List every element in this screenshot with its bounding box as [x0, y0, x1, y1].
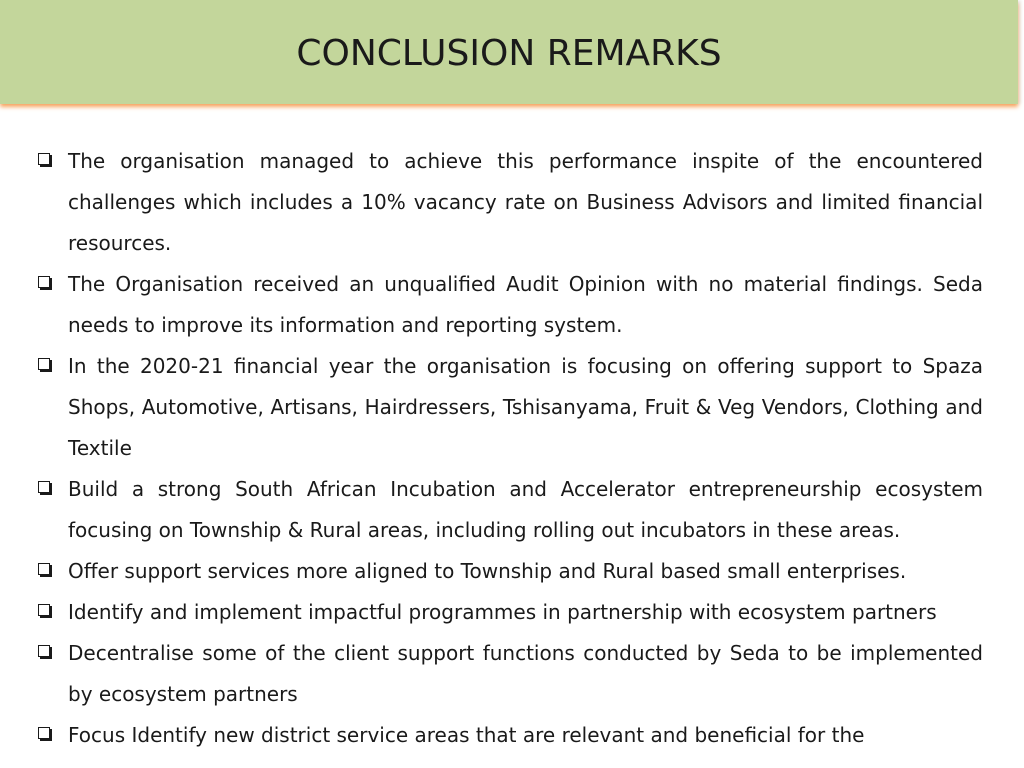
- hollow-square-bullet-icon: [38, 276, 50, 288]
- bullet-item: [36, 715, 983, 756]
- bullet-item: [36, 633, 983, 715]
- hollow-square-bullet-icon: [38, 563, 50, 575]
- hollow-square-bullet-icon: [38, 358, 50, 370]
- bullet-text: In the 2020-21 financial year the organisation is focusing on offering support to Spaza Shops, Automotive, Artisans, Hairdressers, Tshisanyama, Fruit & Veg Vendors, Clothing and Textile: [68, 354, 983, 460]
- slide-title: CONCLUSION REMARKS: [296, 32, 722, 74]
- bullet-item: [36, 551, 983, 592]
- bullet-list: [36, 141, 983, 756]
- bullet-item: [36, 469, 983, 551]
- bullet-text: Build a strong South African Incubation and Accelerator entrepreneurship ecosystem focusing on Township & Rural areas, including rolling out incubators in these areas.: [68, 477, 983, 542]
- bullet-item: [36, 264, 983, 346]
- hollow-square-bullet-icon: [38, 153, 50, 165]
- bullet-text: Focus Identify new district service areas that are relevant and beneficial for the: [68, 723, 865, 747]
- bullet-item: [36, 346, 983, 469]
- bullet-text: Offer support services more aligned to Township and Rural based small enterprises.: [68, 559, 907, 583]
- bullet-text: Decentralise some of the client support functions conducted by Seda to be implemented by ecosystem partners: [68, 641, 983, 706]
- bullet-text: Identify and implement impactful programmes in partnership with ecosystem partners: [68, 600, 937, 624]
- bullet-text: The organisation managed to achieve this performance inspite of the encountered challenges which includes a 10% vacancy rate on Business Advisors and limited financial resources.: [68, 149, 983, 255]
- hollow-square-bullet-icon: [38, 604, 50, 616]
- hollow-square-bullet-icon: [38, 727, 50, 739]
- bullet-item: [36, 592, 983, 633]
- bullet-text: The Organisation received an unqualified Audit Opinion with no material findings. Seda needs to improve its information and reporting system.: [68, 272, 983, 337]
- hollow-square-bullet-icon: [38, 645, 50, 657]
- hollow-square-bullet-icon: [38, 481, 50, 493]
- title-bar: [0, 0, 1018, 104]
- bullet-item: [36, 141, 983, 264]
